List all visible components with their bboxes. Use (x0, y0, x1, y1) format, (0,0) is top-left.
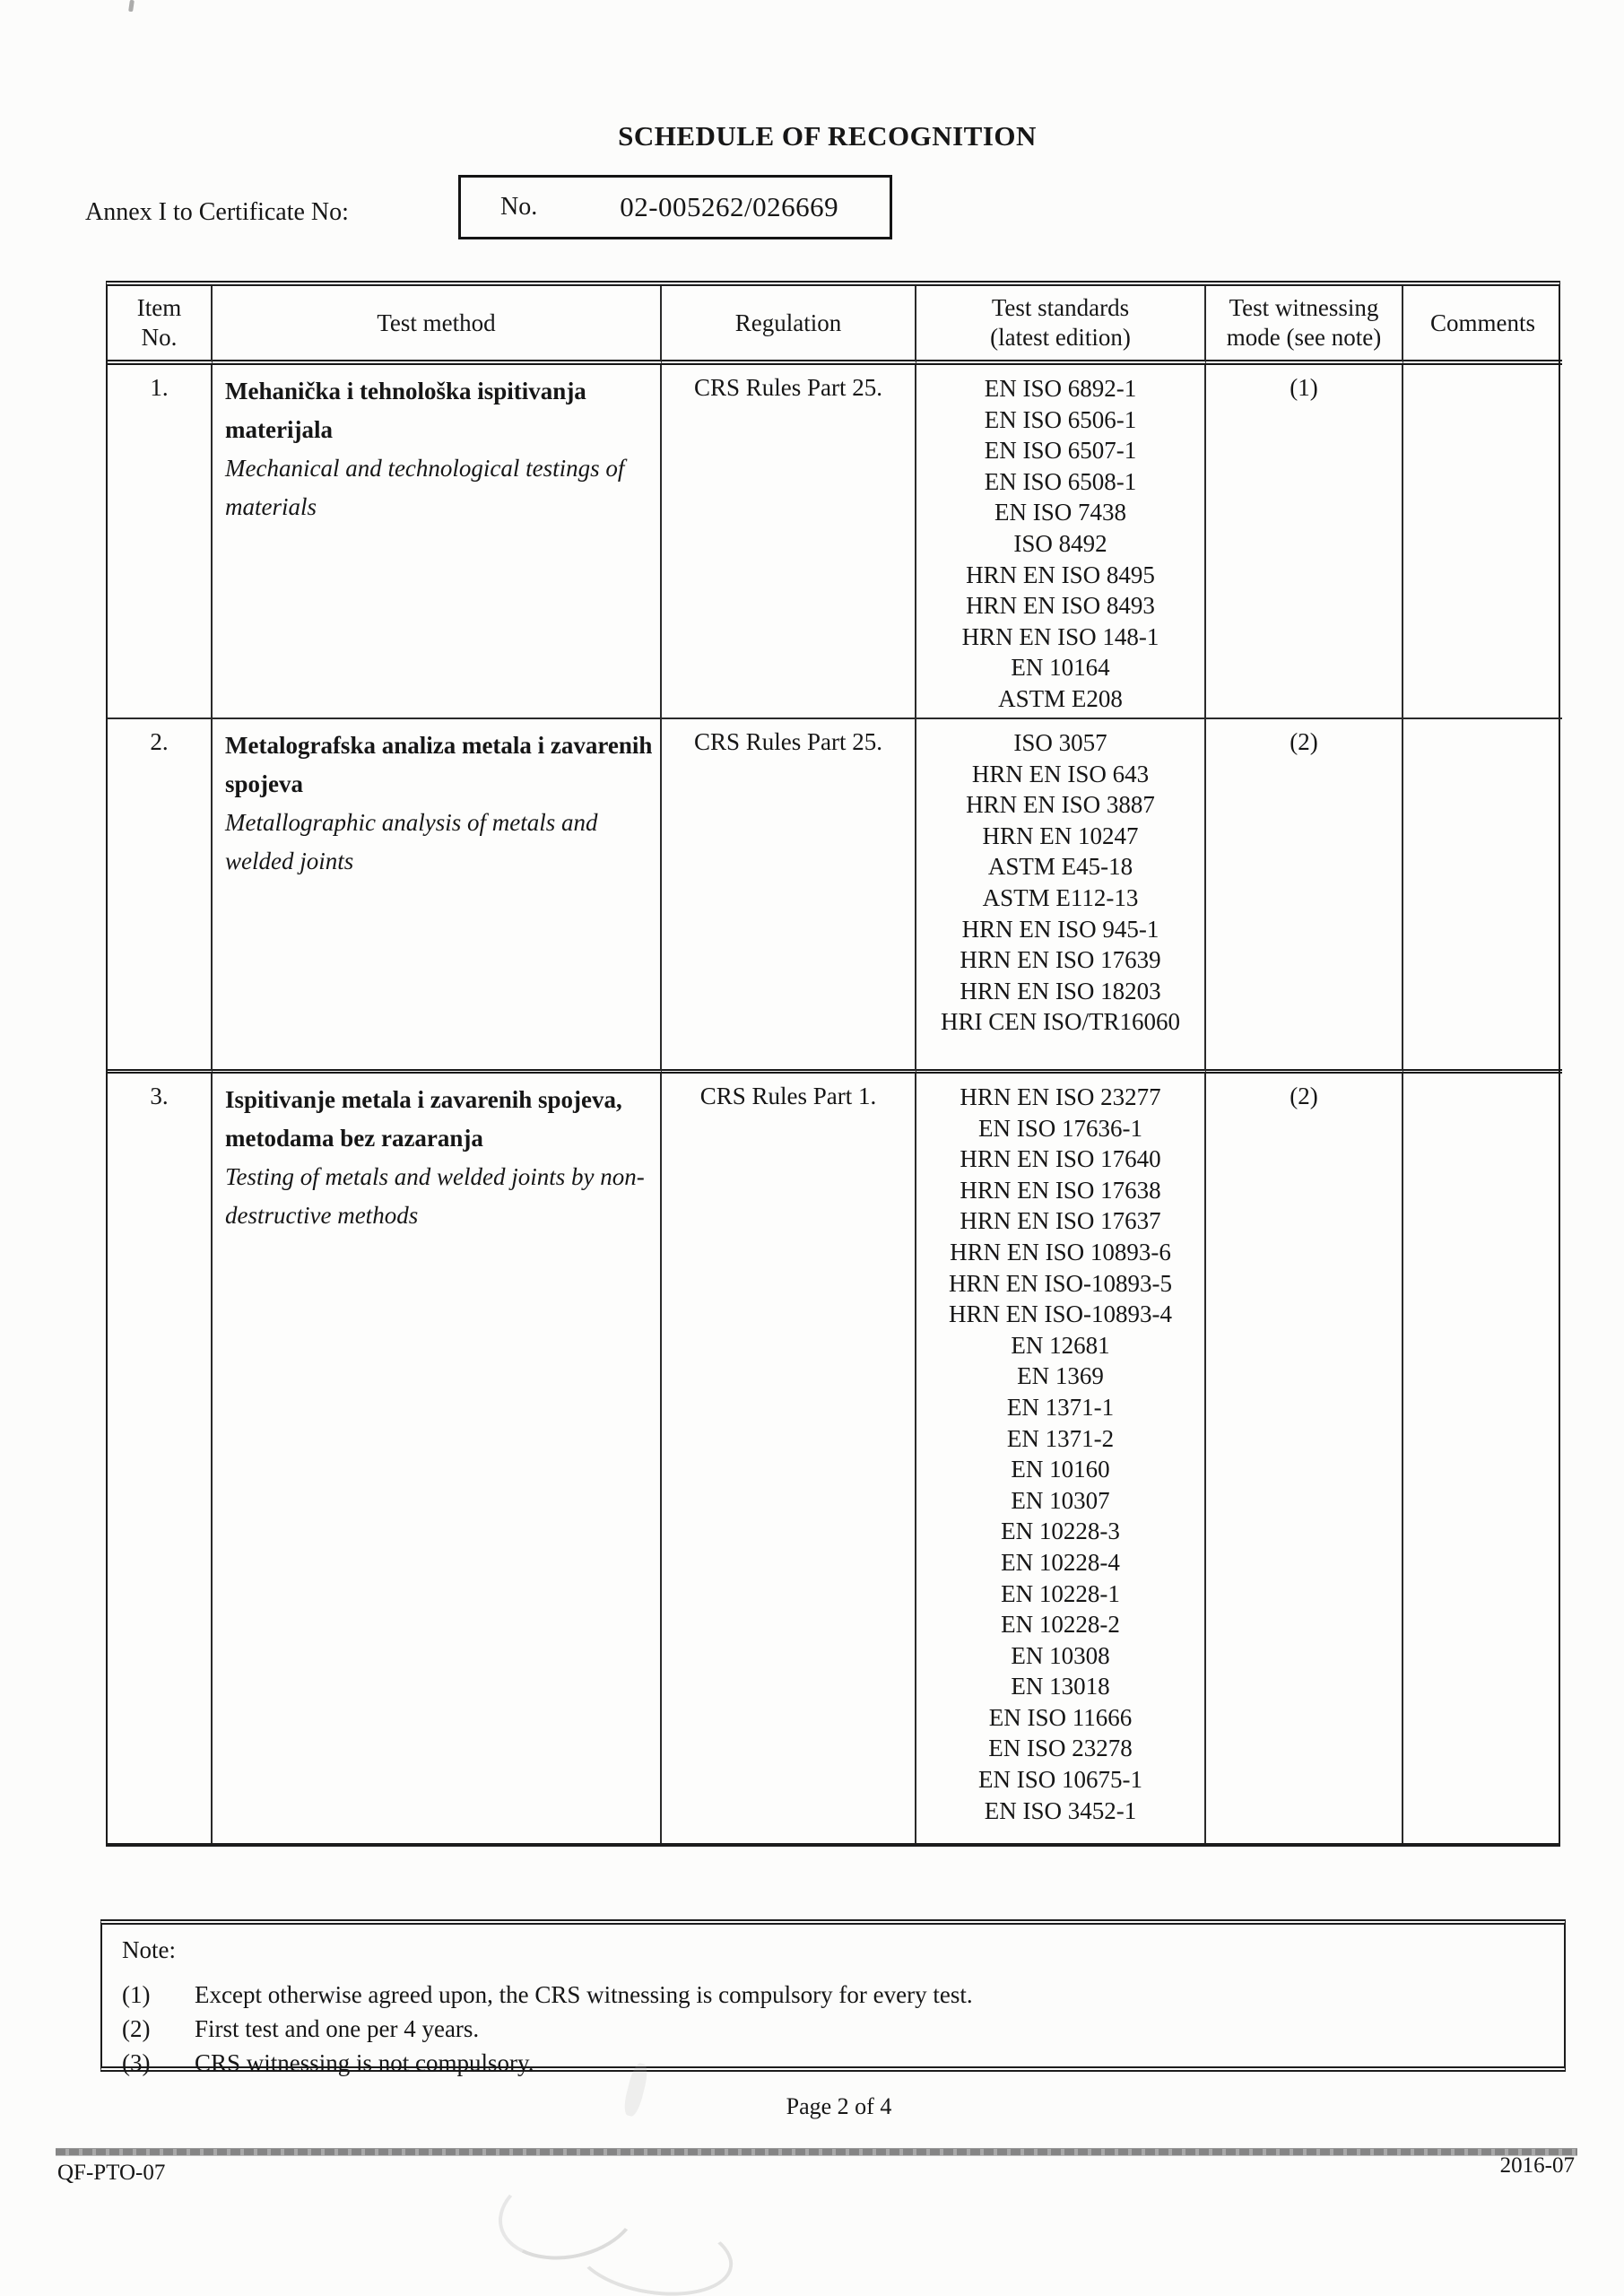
row1-method-croatian: Mehanička i tehnološka ispitivanja materijala (225, 378, 586, 443)
note-items (122, 1978, 1564, 2080)
page-indicator: Page 2 of 4 (786, 2093, 892, 2119)
row3-test-method (213, 1074, 662, 1843)
row3-method-croatian: Ispitivanje metala i zavarenih spojeva, metodama bez razaranja (225, 1086, 622, 1152)
row3-test-standards: HRN EN ISO 23277 EN ISO 17636-1 HRN EN ISO 17640 HRN EN ISO 17638 HRN EN ISO 17637 HRN EN ISO 10893-6 HRN EN ISO-10893-5 HRN EN ISO-10893-4 EN 12681 EN 1369 EN 1371-1 EN 1371-2 EN 10160 EN 10307 EN 10228-3 EN 10228-4 EN 10228-1 EN 10228-2 EN 10308 EN 13018 EN ISO 11666 EN ISO 23278 EN ISO 10675-1 EN ISO 3452-1 (916, 1074, 1206, 1843)
row1-item-no: 1. (108, 365, 213, 719)
footer-revision-date: 2016-07 (1499, 2153, 1575, 2178)
note-label: Note: (122, 1936, 176, 1963)
note-item-3-text: CRS witnessing is not compulsory. (195, 2049, 534, 2076)
page-title: SCHEDULE OF RECOGNITION (618, 120, 1037, 152)
footer-divider (56, 2148, 1577, 2156)
note-item-1-number: (1) (122, 1981, 151, 2008)
annex-certificate-label: Annex I to Certificate No: (85, 198, 349, 226)
header-comments: Comments (1403, 286, 1562, 365)
note-item-1-text: Except otherwise agreed upon, the CRS witnessing is compulsory for every test. (195, 1981, 973, 2008)
note-item-1 (122, 1978, 1564, 2012)
row3-comments (1403, 1074, 1562, 1843)
row1-comments (1403, 365, 1562, 719)
note-item-2 (122, 2012, 1564, 2046)
header-regulation: Regulation (662, 286, 916, 365)
note-item-2-number: (2) (122, 2015, 151, 2042)
certificate-no-prefix: No. (500, 193, 538, 221)
certificate-number-box (458, 175, 892, 239)
row1-test-method (213, 365, 662, 719)
note-item-3-number: (3) (122, 2049, 151, 2076)
note-box (100, 1919, 1566, 2076)
row1-test-standards: EN ISO 6892-1 EN ISO 6506-1 EN ISO 6507-1 EN ISO 6508-1 EN ISO 7438 ISO 8492 HRN EN ISO 8495 HRN EN ISO 8493 HRN EN ISO 148-1 EN 10164 ASTM E208 (916, 365, 1206, 719)
footer-form-code: QF-PTO-07 (57, 2161, 166, 2185)
row2-witnessing-mode: (2) (1206, 719, 1403, 1074)
row2-test-standards: ISO 3057 HRN EN ISO 643 HRN EN ISO 3887 HRN EN 10247 ASTM E45-18 ASTM E112-13 HRN EN ISO 945-1 HRN EN ISO 17639 HRN EN ISO 18203 HRI CEN ISO/TR16060 (916, 719, 1206, 1074)
note-item-2-text: First test and one per 4 years. (195, 2015, 480, 2042)
row2-comments (1403, 719, 1562, 1074)
header-item-no: Item No. (108, 286, 213, 365)
row1-witnessing-mode: (1) (1206, 365, 1403, 719)
scan-artifact-top (128, 0, 135, 12)
note-item-3 (122, 2046, 1564, 2080)
row3-witnessing-mode: (2) (1206, 1074, 1403, 1843)
row2-regulation: CRS Rules Part 25. (662, 719, 916, 1074)
header-test-standards: Test standards (latest edition) (916, 286, 1206, 365)
row2-method-english: Metallographic analysis of metals and welded joints (225, 809, 598, 874)
row3-method-english: Testing of metals and welded joints by non-destructive methods (225, 1163, 645, 1229)
recognition-table (106, 281, 1560, 1847)
row3-regulation: CRS Rules Part 1. (662, 1074, 916, 1843)
certificate-number: 02-005262/026669 (620, 191, 839, 222)
row2-item-no: 2. (108, 719, 213, 1074)
header-test-witnessing-mode: Test witnessing mode (see note) (1206, 286, 1403, 365)
row3-item-no: 3. (108, 1074, 213, 1843)
header-test-method: Test method (213, 286, 662, 365)
row1-regulation: CRS Rules Part 25. (662, 365, 916, 719)
row1-method-english: Mechanical and technological testings of materials (225, 455, 625, 520)
row2-test-method (213, 719, 662, 1074)
row2-method-croatian: Metalografska analiza metala i zavarenih spojeva (225, 732, 653, 797)
